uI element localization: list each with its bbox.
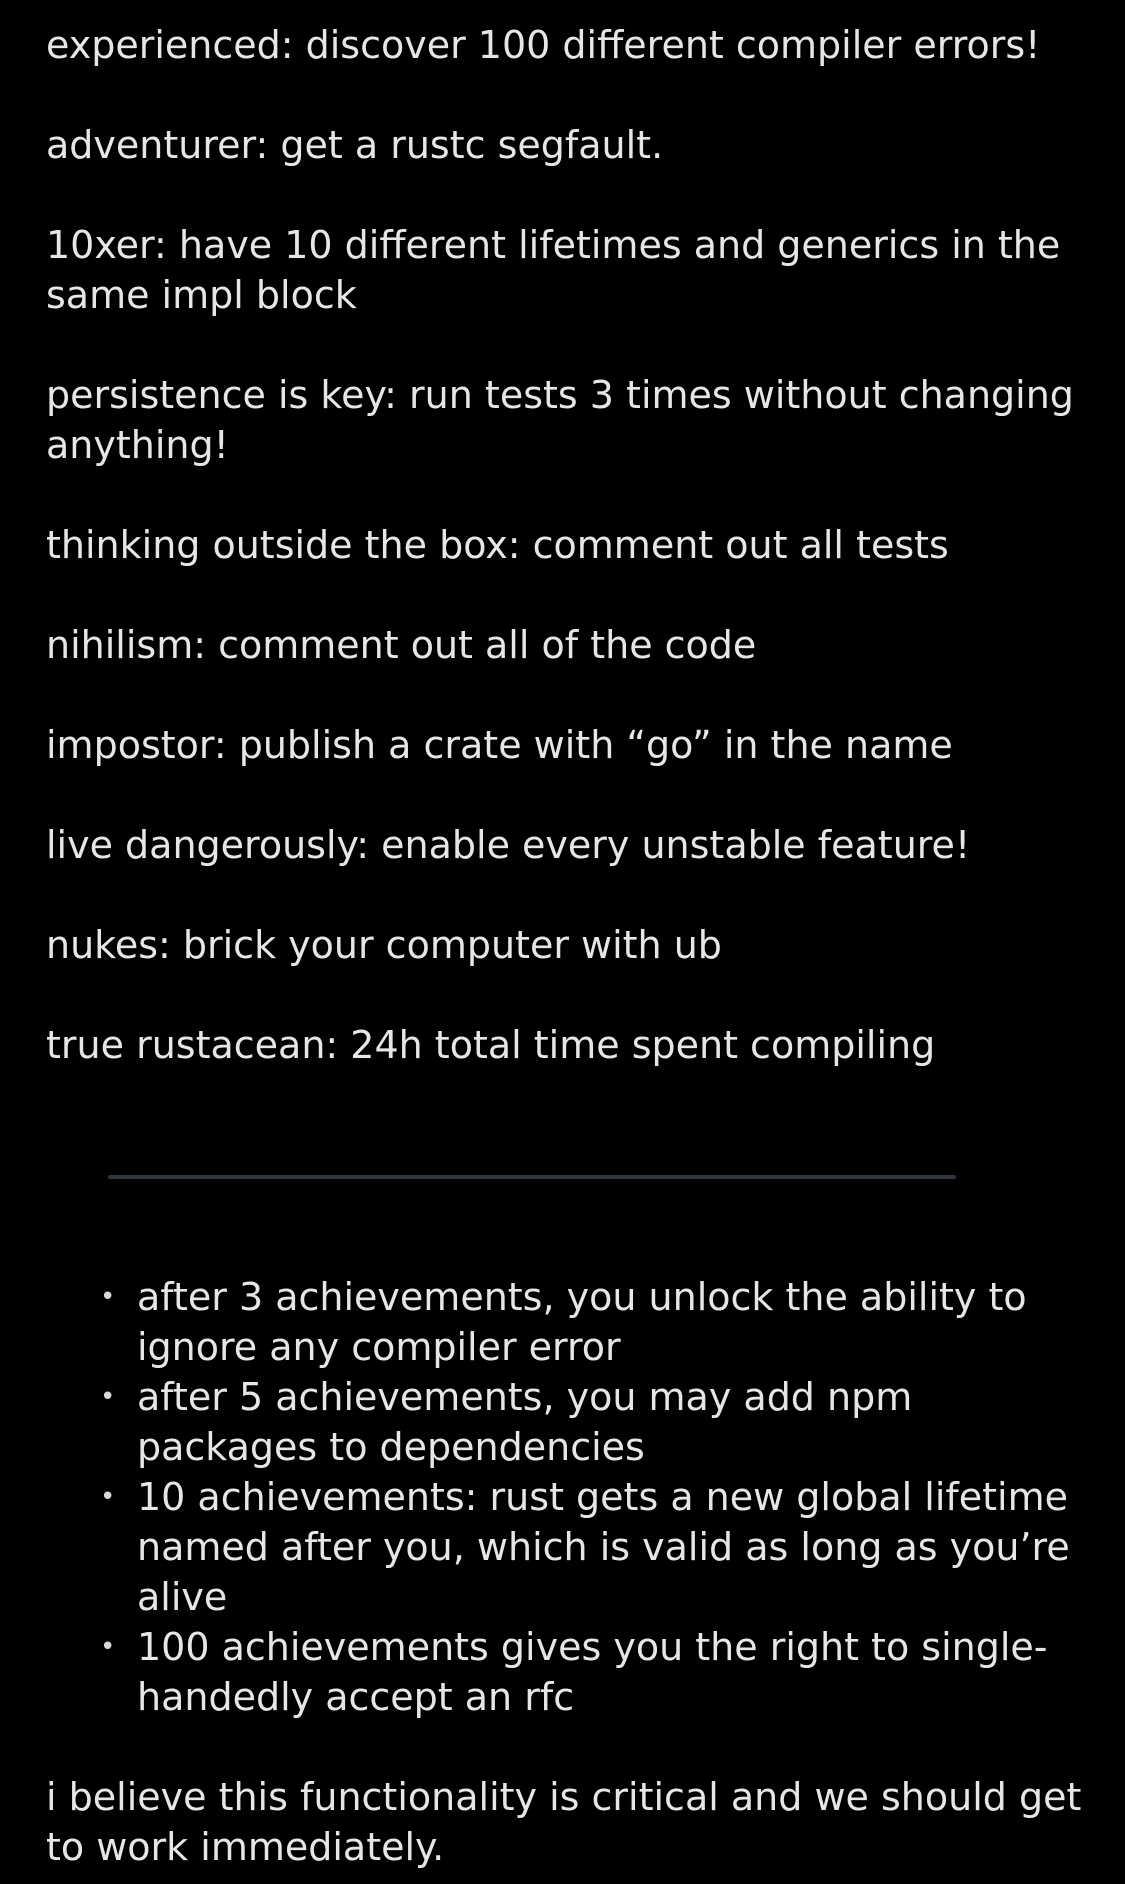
message-body (46, 20, 1086, 1070)
achievement-nihilism: nihilism: comment out all of the code (46, 623, 757, 667)
achievement-live-dangerously: live dangerously: enable every unstable feature! (46, 823, 971, 867)
perk-text: 10 achievements: rust gets a new global lifetime named after you, which is valid as long as you’re alive (137, 1475, 1070, 1619)
achievement-experienced: experienced: discover 100 different compiler errors! (46, 23, 1041, 67)
list-item (90, 1622, 1090, 1722)
list-item (90, 1272, 1090, 1372)
achievement-10xer: 10xer: have 10 different lifetimes and generics in the same impl block (46, 223, 1061, 317)
list-item (90, 1472, 1090, 1622)
perk-text: after 3 achievements, you unlock the ability to ignore any compiler error (137, 1275, 1027, 1369)
bullet-icon: • (100, 1382, 116, 1412)
perk-list (90, 1272, 1090, 1722)
bullet-icon: • (100, 1632, 116, 1662)
achievement-persistence: persistence is key: run tests 3 times without changing anything! (46, 373, 1074, 467)
horizontal-divider (108, 1175, 956, 1179)
list-item (90, 1372, 1090, 1472)
achievement-impostor: impostor: publish a crate with “go” in the name (46, 723, 953, 767)
achievement-true-rustacean: true rustacean: 24h total time spent compiling (46, 1023, 936, 1067)
perk-text: 100 achievements gives you the right to single-handedly accept an rfc (137, 1625, 1048, 1719)
achievement-adventurer: adventurer: get a rustc segfault. (46, 123, 664, 167)
bullet-icon: • (100, 1482, 116, 1512)
perk-text: after 5 achievements, you may add npm packages to dependencies (137, 1375, 913, 1469)
achievement-thinking-outside-box: thinking outside the box: comment out all tests (46, 523, 949, 567)
conclusion-text: i believe this functionality is critical and we should get to work immediately. (46, 1775, 1082, 1869)
bullet-icon: • (100, 1282, 116, 1312)
achievement-list (46, 20, 1086, 1070)
achievement-nukes: nukes: brick your computer with ub (46, 923, 722, 967)
